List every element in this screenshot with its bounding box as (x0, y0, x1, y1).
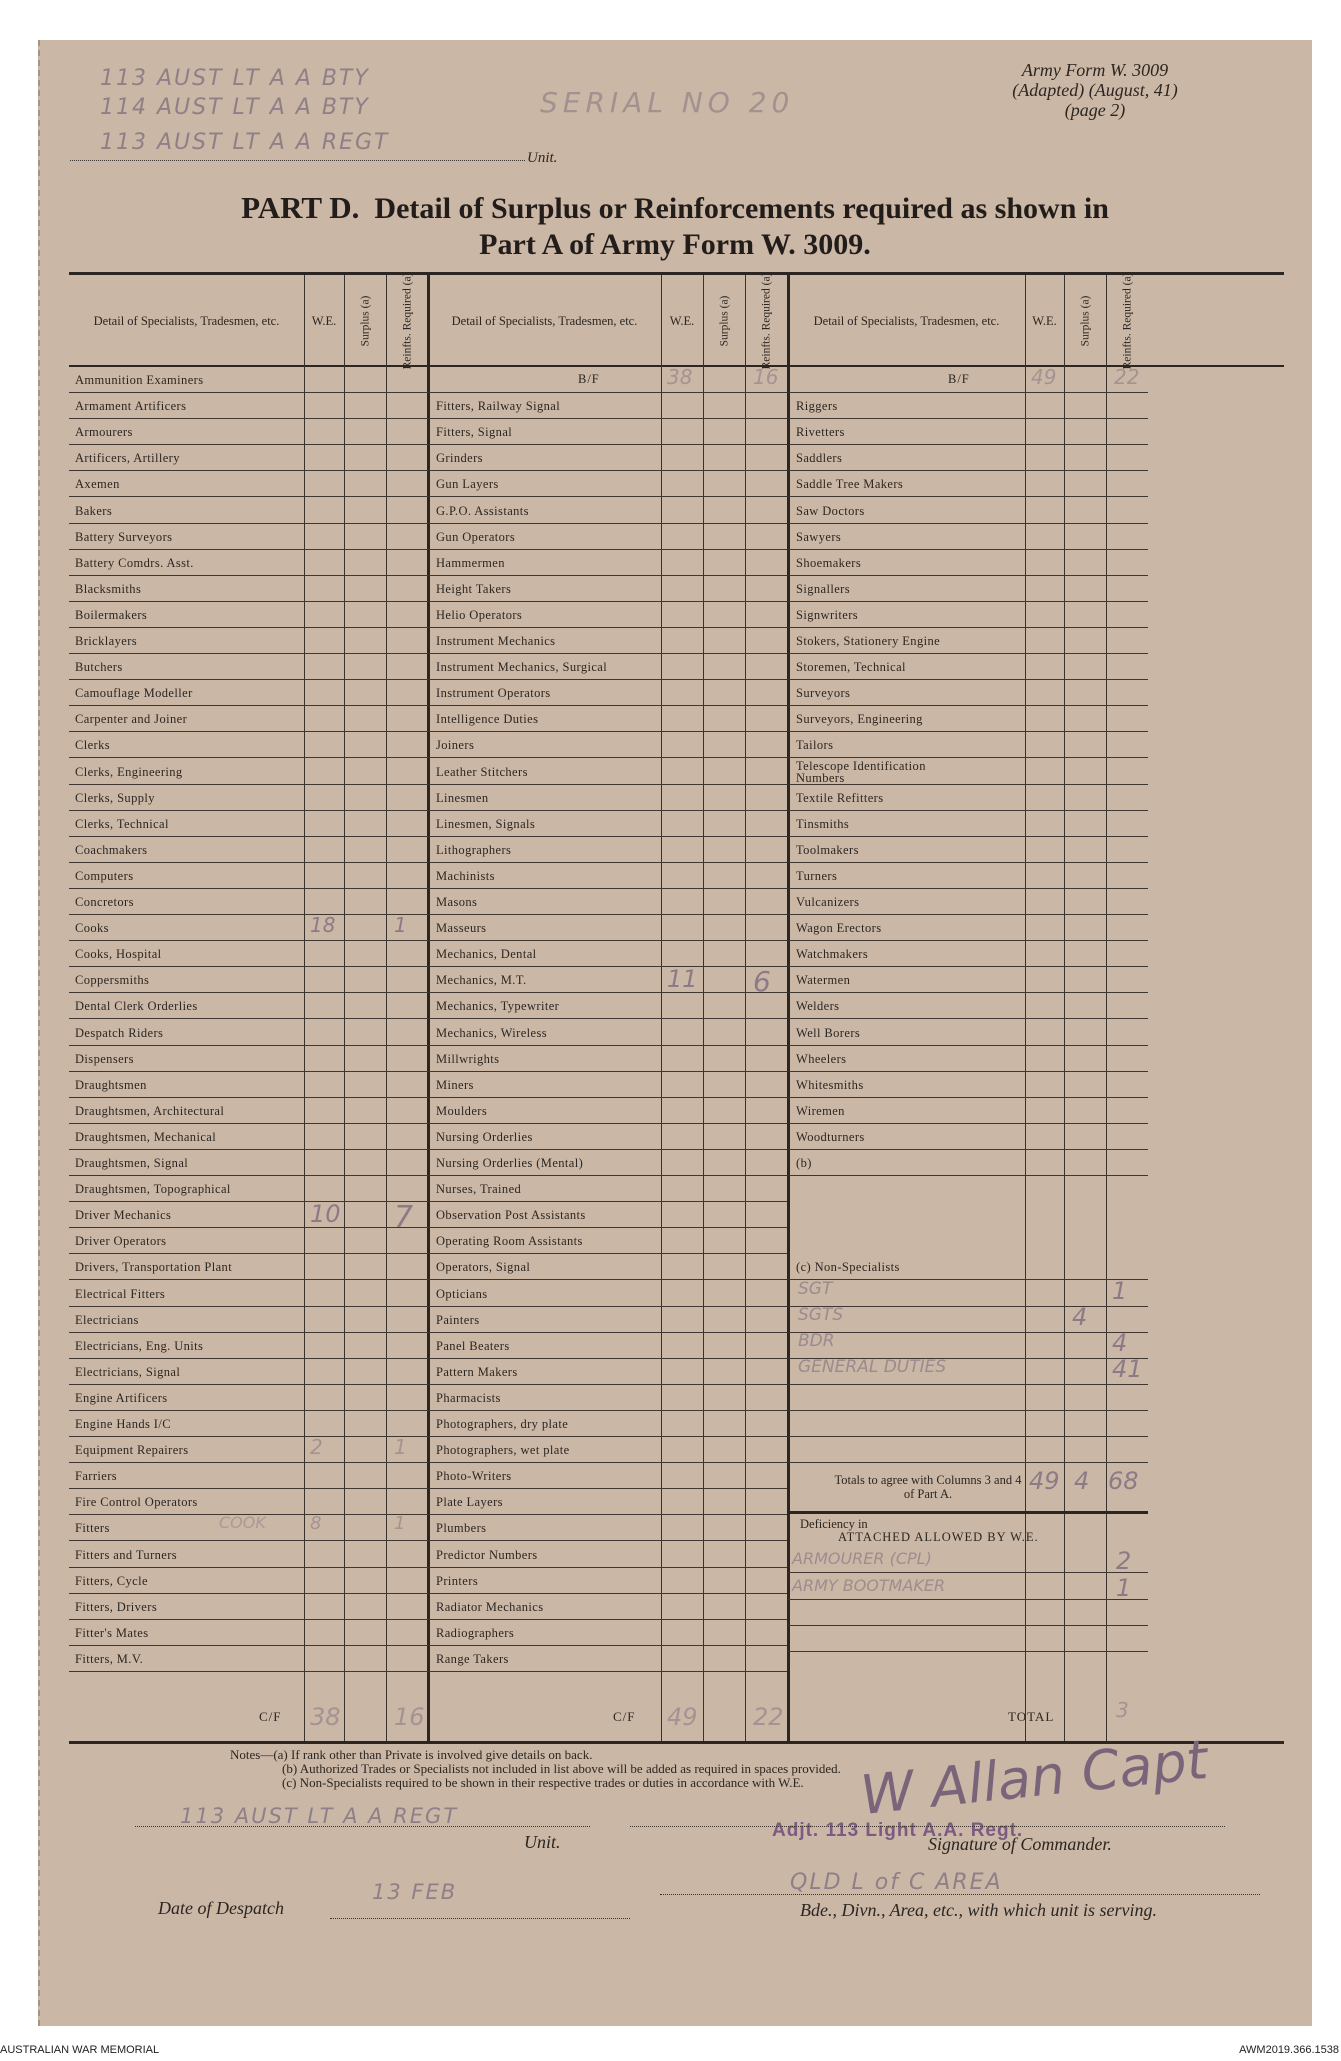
row-label: Watermen (796, 973, 851, 988)
row-label: Saddlers (796, 451, 843, 466)
cf-label: C/F (613, 1708, 636, 1724)
header-surplus (703, 275, 745, 367)
row-label: Electricians, Eng. Units (75, 1338, 204, 1353)
bf-reinf: 16 (753, 365, 779, 389)
row-label: Whitesmiths (796, 1077, 864, 1092)
header-reinfts-text: Reinfts. Required (a) (760, 272, 773, 370)
row-label: Cooks (75, 921, 109, 936)
table-row (428, 732, 787, 758)
equipment-reinf: 1 (394, 1435, 407, 1460)
table-row (788, 993, 1148, 1019)
row-label: Operators, Signal (436, 1260, 531, 1275)
signature-line (630, 1826, 1225, 1827)
cf-rule (69, 1646, 787, 1672)
row-label: Fitters, Drivers (75, 1599, 158, 1614)
row-label: Electrical Fitters (75, 1286, 166, 1301)
table-row (788, 1385, 1148, 1411)
totals-we: 49 (1029, 1467, 1060, 1496)
row-label: Tinsmiths (796, 816, 850, 831)
note-b: (b) Authorized Trades or Specialists not included in list above will be added as required in spaces provided. (282, 1761, 841, 1776)
deficiency-label: Deficiency in (800, 1517, 868, 1532)
non-specialist-name: SGT (798, 1278, 833, 1299)
table-row (788, 1278, 1148, 1307)
row-label: Telescope Identification Numbers (796, 758, 926, 785)
totals-reinf: 68 (1108, 1467, 1139, 1496)
row-label: Turners (796, 868, 838, 883)
handwritten-unit-line-3: 113 AUST LT A A REGT (100, 130, 390, 155)
cooks-reinf: 1 (394, 913, 407, 938)
row-label: Concretors (75, 895, 134, 909)
row-label: Saddle Tree Makers (796, 477, 904, 492)
table-row (788, 393, 1148, 419)
row-label: Mechanics, M.T. (436, 973, 527, 988)
row-label: Signallers (796, 581, 850, 596)
unit-dotted-line (70, 160, 525, 161)
row-label: Pharmacists (436, 1390, 501, 1405)
form-id-line-3: (page 2) (1064, 100, 1126, 120)
row-label: Joiners (436, 738, 475, 753)
row-label: Fitters, M.V. (75, 1651, 144, 1666)
row-label: Vulcanizers (796, 895, 860, 909)
row-label: Photo-Writers (436, 1469, 512, 1484)
row-label: Fitters and Turners (75, 1547, 178, 1562)
header-surplus (1064, 275, 1106, 367)
row-label: Artificers, Artillery (75, 451, 180, 466)
row-label: Woodturners (796, 1129, 865, 1144)
row-label: Armourers (75, 425, 133, 440)
row-label: Clerks, Supply (75, 790, 155, 805)
row-label: Hammermen (436, 555, 505, 570)
row-label: Nursing Orderlies (436, 1129, 533, 1144)
header-we: W.E. (311, 314, 337, 328)
row-label: Masons (436, 895, 478, 909)
fitters-reinf: 1 (394, 1513, 406, 1535)
header-we: W.E. (1032, 314, 1057, 328)
row-label: Fitter's Mates (75, 1625, 149, 1640)
handwritten-unit-line-1: 113 AUST LT A A BTY (100, 66, 370, 91)
bde-line (660, 1894, 1260, 1895)
table-row (788, 1150, 1148, 1176)
table-row (428, 1072, 787, 1098)
row-label: Lithographers (436, 842, 512, 857)
row-label: Miners (436, 1077, 474, 1092)
row-label: Fitters (75, 1521, 110, 1536)
page-title (60, 190, 1290, 263)
driver-mechanics-reinf: 7 (394, 1200, 414, 1236)
row-label: Intelligence Duties (436, 712, 539, 727)
row-label: Farriers (75, 1469, 118, 1484)
row-label: Butchers (75, 660, 123, 675)
commander-signature: W Allan Capt (857, 1727, 1211, 1828)
row-label: Mechanics, Dental (436, 947, 537, 962)
row-label: Observation Post Assistants (436, 1208, 586, 1223)
row-label: Instrument Operators (436, 686, 551, 701)
date-line (330, 1918, 630, 1919)
row-label: Plumbers (436, 1521, 487, 1536)
table-row (69, 498, 428, 524)
row-label: Height Takers (436, 581, 512, 596)
form-id-line-1: Army Form W. 3009 (1021, 60, 1169, 80)
row-label: Storemen, Technical (796, 660, 906, 675)
total-label: TOTAL (1008, 1708, 1055, 1724)
row-label: Armament Artificers (75, 399, 187, 414)
cf-reinf: 22 (753, 1702, 784, 1731)
fitters-note: COOK (219, 1513, 266, 1533)
bf-we: 49 (1031, 365, 1057, 389)
row-label: Painters (436, 1312, 480, 1327)
notes (230, 1748, 841, 1790)
attached-label: ATTACHED ALLOWED BY W.E. (838, 1530, 1039, 1545)
row-label: Tailors (796, 738, 834, 753)
totals-surplus: 4 (1074, 1467, 1090, 1496)
table-row (69, 732, 428, 758)
row-label: Computers (75, 868, 134, 883)
row-label: Camouflage Modeller (75, 686, 193, 701)
row-label: Battery Surveyors (75, 529, 173, 544)
table-row (428, 367, 787, 393)
attached-reinf: 2 (1116, 1547, 1132, 1576)
specialists-table (69, 272, 1284, 1744)
non-specialist-reinf: 4 (1112, 1328, 1128, 1357)
signature-label: Signature of Commander. (928, 1834, 1112, 1854)
row-label: Operating Room Assistants (436, 1234, 583, 1249)
row-label: Wagon Erectors (796, 921, 882, 936)
mechanics-mt-reinf: 6 (753, 965, 771, 999)
bde-handwritten: QLD L of C AREA (790, 1870, 1003, 1895)
row-label: Well Borers (796, 1025, 861, 1040)
bf-we: 38 (667, 365, 693, 389)
header-we: W.E. (669, 314, 695, 328)
table-row (69, 654, 428, 680)
row-label: Predictor Numbers (436, 1547, 538, 1562)
table-row (69, 915, 428, 941)
row-label: Signwriters (796, 607, 859, 622)
non-specialist-name: BDR (798, 1330, 835, 1351)
row-label: Wiremen (796, 1103, 845, 1118)
row-label: Engine Artificers (75, 1390, 168, 1405)
title-line-2: Part A of Army Form W. 3009. (479, 228, 871, 261)
header-reinfts-text: Reinfts. Required (a) (401, 272, 414, 370)
row-label: Clerks, Engineering (75, 764, 183, 779)
header-reinfts (1106, 272, 1148, 370)
totals-rule (788, 1511, 1148, 1514)
row-label: Welders (796, 999, 840, 1014)
row-label: Draughtsmen, Mechanical (75, 1129, 217, 1144)
row-label: Bricklayers (75, 634, 138, 648)
row-label: Fitters, Railway Signal (436, 399, 561, 414)
row-label: Dental Clerk Orderlies (75, 999, 198, 1014)
row-label: Fitters, Cycle (75, 1573, 148, 1588)
fitters-we: 8 (310, 1513, 322, 1535)
header-detail: Detail of Specialists, Tradesmen, etc. (451, 314, 638, 328)
row-label: Coppersmiths (75, 973, 150, 988)
row-label: Helio Operators (436, 607, 523, 622)
table-row (788, 863, 1148, 889)
handwritten-unit-line-2: 114 AUST LT A A BTY (100, 95, 370, 120)
row-label: Moulders (436, 1103, 488, 1118)
row-label: Pattern Makers (436, 1364, 518, 1379)
title-part: PART D. (241, 190, 360, 225)
row-label: Clerks, Technical (75, 816, 169, 831)
row-label: Despatch Riders (75, 1025, 164, 1040)
caption-left: AUSTRALIAN WAR MEMORIAL (0, 2044, 160, 2056)
row-label: Bakers (75, 503, 113, 518)
row-label: Dispensers (75, 1051, 134, 1066)
row-label: Panel Beaters (436, 1338, 510, 1353)
row-label: Electricians (75, 1312, 139, 1327)
row-label: Blacksmiths (75, 581, 142, 596)
header-surplus-text: Surplus (a) (718, 295, 731, 347)
row-label: Draughtsmen (75, 1077, 147, 1092)
serial-stamp: SERIAL NO 20 (540, 86, 795, 119)
row-label: Battery Comdrs. Asst. (75, 555, 194, 570)
footer-unit-line (135, 1826, 590, 1827)
row-label: (b) (796, 1156, 812, 1170)
row-label: Draughtsmen, Architectural (75, 1103, 225, 1118)
non-specialist-reinf: 41 (1112, 1354, 1143, 1383)
row-label: Radiographers (436, 1625, 515, 1640)
row-label: Carpenter and Joiner (75, 712, 188, 727)
row-label: Clerks (75, 738, 111, 753)
table-row (788, 732, 1148, 758)
row-label: Fitters, Signal (436, 425, 513, 440)
table-row (69, 471, 428, 497)
bf-label: B/F (578, 372, 600, 386)
row-label: Mechanics, Wireless (436, 1025, 547, 1040)
cooks-we: 18 (310, 913, 336, 938)
table-row (788, 1330, 1148, 1359)
table-row (428, 1307, 787, 1333)
table-row (788, 1176, 1148, 1202)
mechanics-mt-we: 11 (667, 965, 698, 994)
row-label: Mechanics, Typewriter (436, 999, 560, 1014)
row-label: Wheelers (796, 1051, 847, 1066)
attached-name: ARMY BOOTMAKER (792, 1575, 946, 1595)
row-label: Range Takers (436, 1651, 509, 1666)
row-label: Linesmen (436, 790, 489, 805)
form-id (930, 60, 1260, 120)
form-id-line-2: (Adapted) (August, 41) (1012, 80, 1178, 100)
table-row (428, 1568, 787, 1594)
row-label: Textile Refitters (796, 790, 884, 805)
header-surplus (344, 275, 386, 367)
row-label: Surveyors, Engineering (796, 712, 923, 727)
header-surplus-text: Surplus (a) (1079, 295, 1092, 347)
row-label: Axemen (75, 477, 120, 492)
row-label: Instrument Mechanics (436, 634, 556, 648)
row-label: Toolmakers (796, 842, 859, 857)
table-row (788, 1411, 1148, 1437)
footer-unit-label: Unit. (524, 1832, 561, 1852)
bf-label: B/F (948, 372, 970, 386)
table-row (788, 1228, 1148, 1254)
row-label: G.P.O. Assistants (436, 503, 529, 518)
row-label: Photographers, wet plate (436, 1443, 570, 1458)
row-label: Stokers, Stationery Engine (796, 634, 941, 648)
header-reinfts (386, 272, 428, 370)
header-detail: Detail of Specialists, Tradesmen, etc. (93, 314, 280, 328)
note-c: (c) Non-Specialists required to be shown in their respective trades or duties in accordance with W.E. (282, 1775, 804, 1790)
row-label: Fire Control Operators (75, 1495, 198, 1510)
title-line-1: Detail of Surplus or Reinforcements required as shown in (374, 192, 1109, 225)
date-of-despatch-label: Date of Despatch (158, 1898, 284, 1918)
row-label: Driver Mechanics (75, 1208, 172, 1223)
row-label: Draughtsmen, Topographical (75, 1182, 231, 1197)
row-label: Coachmakers (75, 842, 148, 857)
bde-label: Bde., Divn., Area, etc., with which unit is serving. (800, 1900, 1157, 1920)
non-specialists-label: (c) Non-Specialists (796, 1260, 900, 1275)
row-label: Electricians, Signal (75, 1364, 181, 1379)
row-label: Gun Layers (436, 477, 499, 492)
non-specialist-reinf: 1 (1112, 1276, 1128, 1305)
unit-label: Unit. (527, 150, 558, 166)
row-label: Photographers, dry plate (436, 1417, 569, 1431)
row-label: Millwrights (436, 1051, 500, 1066)
non-specialist-surplus: 4 (1072, 1302, 1088, 1331)
row-label: Nurses, Trained (436, 1182, 522, 1197)
row-label: Masseurs (436, 921, 487, 936)
row-label: Equipment Repairers (75, 1443, 189, 1458)
row-label: Machinists (436, 868, 495, 883)
row-label: Rivetters (796, 425, 845, 440)
equipment-we: 2 (310, 1435, 323, 1460)
row-label: Sawyers (796, 529, 842, 544)
row-label: Boilermakers (75, 607, 148, 622)
header-reinfts (745, 272, 787, 370)
table-row (788, 1437, 1148, 1463)
cf-reinf: 16 (394, 1702, 425, 1731)
row-label: Surveyors (796, 686, 851, 701)
row-label: Opticians (436, 1286, 488, 1301)
row-label: Leather Stitchers (436, 764, 528, 779)
note-a: Notes—(a) If rank other than Private is involved give details on back. (230, 1747, 593, 1762)
table-row (788, 1600, 1148, 1626)
totals-label: Totals to agree with Columns 3 and 4 of Part A. (834, 1473, 1022, 1502)
row-label: Printers (436, 1573, 479, 1588)
table-row (788, 524, 1148, 550)
row-label: Gun Operators (436, 529, 516, 544)
row-label: Saw Doctors (796, 503, 865, 518)
row-label: Linesmen, Signals (436, 816, 536, 831)
driver-mechanics-we: 10 (310, 1200, 341, 1229)
bf-reinf: 22 (1114, 365, 1140, 389)
non-specialist-name: SGTS (798, 1304, 844, 1325)
date-value: 13 FEB (372, 1880, 458, 1904)
header-surplus-text: Surplus (a) (359, 295, 372, 347)
cf-we: 38 (310, 1702, 341, 1731)
row-label: Cooks, Hospital (75, 947, 162, 962)
table-row (428, 889, 787, 915)
row-label: Shoemakers (796, 555, 862, 570)
cf-label: C/F (259, 1708, 282, 1724)
row-label: Watchmakers (796, 947, 869, 962)
header-detail: Detail of Specialists, Tradesmen, etc. (813, 314, 1000, 328)
attached-name: ARMOURER (CPL) (792, 1549, 932, 1569)
row-label: Engine Hands I/C (75, 1417, 171, 1431)
table-row (788, 1626, 1148, 1652)
table-row (69, 1463, 428, 1489)
footer-unit-handwritten: 113 AUST LT A A REGT (180, 1804, 459, 1828)
row-label: Nursing Orderlies (Mental) (436, 1156, 584, 1170)
row-label: Riggers (796, 399, 838, 414)
caption-right: AWM2019.366.1538 (1239, 2044, 1339, 2056)
row-label: Draughtsmen, Signal (75, 1156, 189, 1170)
cf-we: 49 (667, 1702, 698, 1731)
row-label: Driver Operators (75, 1234, 167, 1249)
row-label: Grinders (436, 451, 483, 466)
table-row (788, 1202, 1148, 1228)
row-label: Drivers, Transportation Plant (75, 1260, 233, 1275)
non-specialist-name: GENERAL DUTIES (798, 1356, 947, 1377)
row-label: Instrument Mechanics, Surgical (436, 660, 608, 675)
adjutant-stamp: Adjt. 113 Light A.A. Regt. (772, 1820, 1024, 1841)
row-label: Ammunition Examiners (75, 373, 204, 387)
row-label: Plate Layers (436, 1495, 503, 1510)
attached-reinf: 1 (1116, 1573, 1132, 1602)
row-label: Radiator Mechanics (436, 1599, 544, 1614)
total-reinf: 3 (1116, 1698, 1129, 1723)
header-reinfts-text: Reinfts. Required (a) (1121, 272, 1134, 370)
